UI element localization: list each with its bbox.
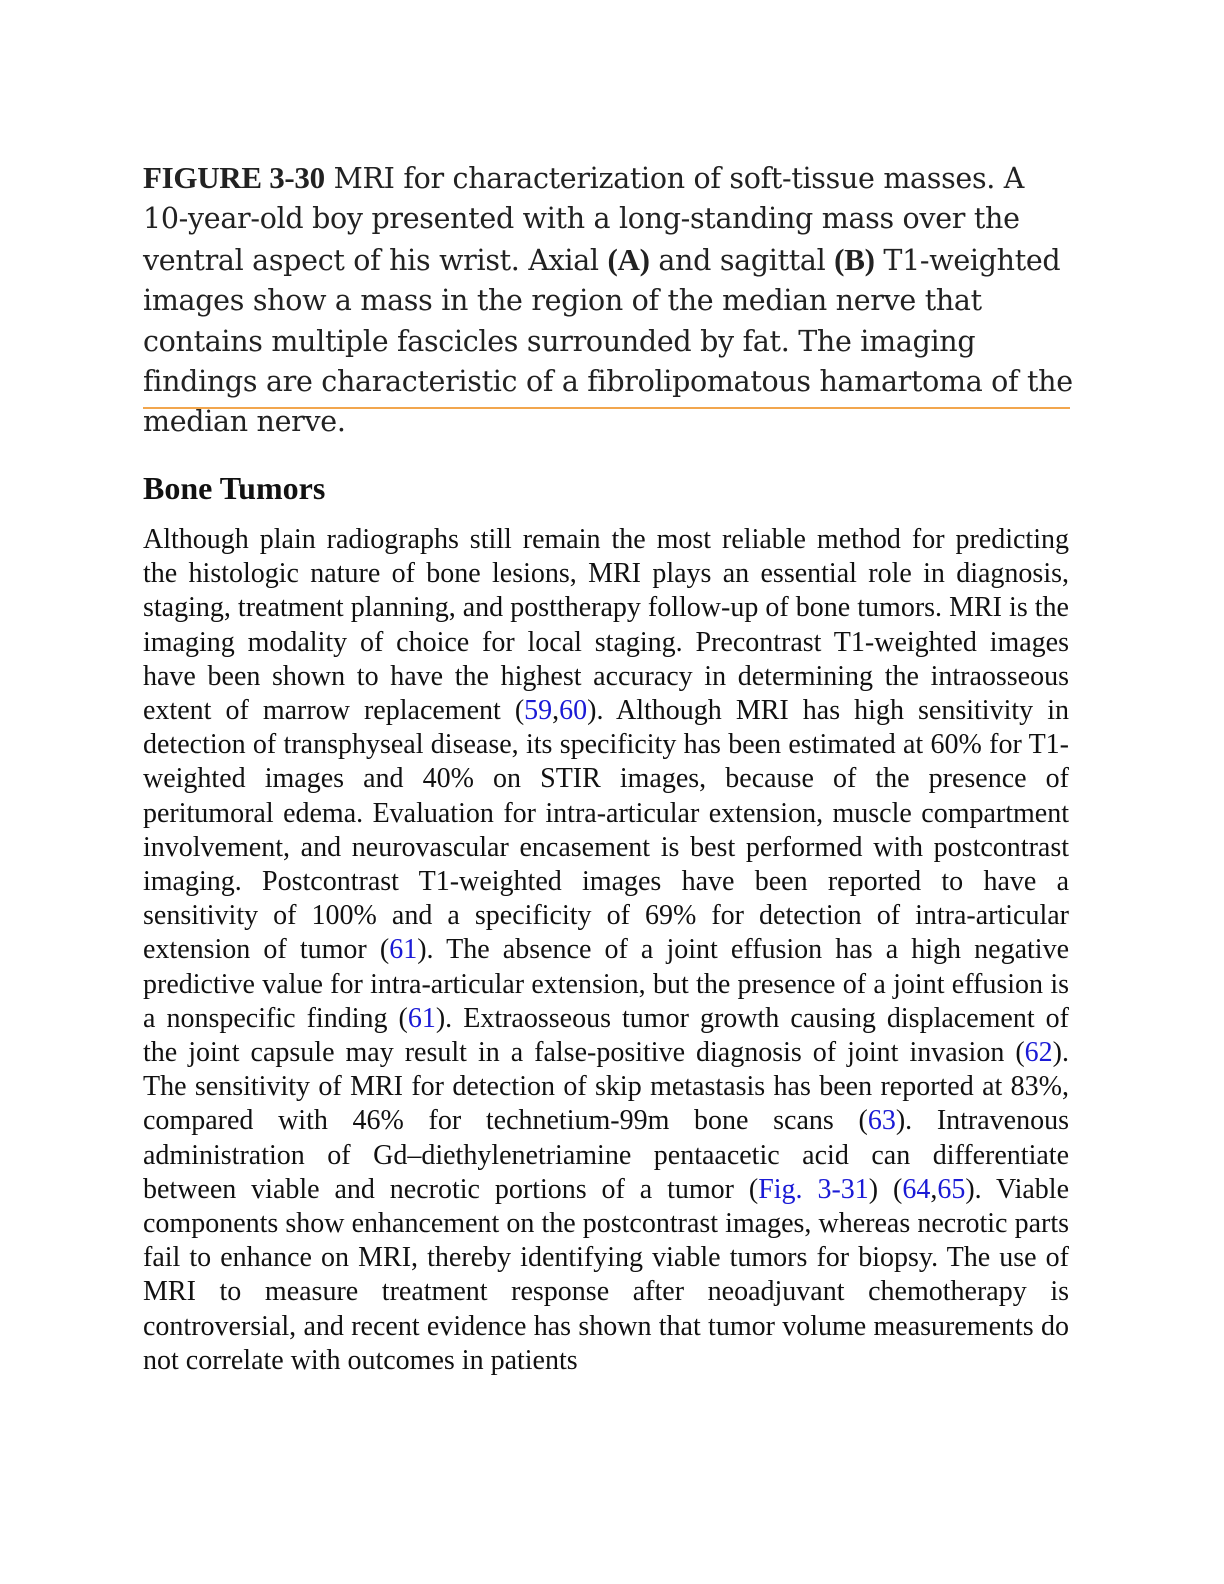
body-text-2: ). Although MRI has high sensitivity in detection of transphyseal disease, its specificity has been estimated at 60% for T1-weighted images and 40% on STIR images, because of the presence of peritumoral edema. Evaluation for intra-articular extension, muscle compartment involvement, and neurovascular encasement is best performed with postcontrast imaging. Postcontrast T1-weighted images have been reported to have a sensitivity of 100% and a specificity of 69% for detection of intra-articular extension of tumor ( bbox=[143, 695, 1069, 966]
caption-text-3: T1-weighted images show a mass in the region of the median nerve that contains multiple fascicles surrounded by fat. The imaging findings are characteristic of a fibrolipomatous hamartoma of the median nerve. bbox=[143, 243, 1073, 439]
ref-separator: , bbox=[930, 1173, 938, 1205]
body-text-7: ) ( bbox=[868, 1173, 903, 1205]
caption-text-1: MRI for characterization of soft-tissue masses. A 10-year-old boy presented with a long-standing mass over the ventral aspect of his wrist. Axial bbox=[143, 162, 1025, 277]
reference-link-64[interactable]: 64 bbox=[902, 1173, 931, 1205]
body-text-1: Although plain radiographs still remain the most reliable method for predicting the histologic nature of bone lesions, MRI plays an essential role in diagnosis, staging, treatment planning, and posttherapy follow-up of bone tumors. MRI is the imaging modality of choice for local staging. Precontrast T1-weighted images have been shown to have the highest accuracy in determining the intraosseous extent of marrow replacement ( bbox=[143, 524, 1069, 727]
figure-link-3-31[interactable]: Fig. 3-31 bbox=[758, 1173, 869, 1205]
body-text-8: ). Viable components show enhancement on the postcontrast images, whereas necrotic parts fail to enhance on MRI, thereby identifying viable tumors for biopsy. The use of MRI to measure treatment response after neoadjuvant chemotherapy is controversial, and recent evidence has shown that tumor volume measurements do not correlate with outcomes in patients bbox=[143, 1173, 1069, 1376]
figure-label: FIGURE 3-30 bbox=[143, 160, 325, 195]
ref-separator: , bbox=[552, 695, 560, 727]
figure-caption bbox=[143, 158, 1073, 443]
caption-label-b: (B) bbox=[834, 241, 875, 277]
body-text-4: ). Extraosseous tumor growth causing displacement of the joint capsule may result in a false-positive diagnosis of joint invasion ( bbox=[143, 1002, 1069, 1069]
reference-link-61[interactable]: 61 bbox=[407, 1002, 436, 1034]
body-text-6: ). Intravenous administration of Gd–diethylenetriamine pentaacetic acid can differentiate between viable and necrotic portions of a tumor ( bbox=[143, 1105, 1069, 1205]
caption-label-a: (A) bbox=[607, 241, 650, 277]
body-text-5: ). The sensitivity of MRI for detection of skip metastasis has been reported at 83%, compared with 46% for technetium-99m bone scans ( bbox=[143, 1037, 1069, 1137]
body-text-3: ). The absence of a joint effusion has a high negative predictive value for intra-articular extension, but the presence of a joint effusion is a nonspecific finding ( bbox=[143, 934, 1069, 1034]
body-paragraph bbox=[143, 523, 1069, 1378]
reference-link-65[interactable]: 65 bbox=[937, 1173, 966, 1205]
caption-divider bbox=[143, 407, 1070, 409]
reference-link-60[interactable]: 60 bbox=[559, 695, 588, 727]
caption-text-2: and sagittal bbox=[649, 243, 835, 277]
reference-link-59[interactable]: 59 bbox=[524, 695, 553, 727]
reference-link-62[interactable]: 62 bbox=[1024, 1037, 1053, 1069]
reference-link-63[interactable]: 63 bbox=[867, 1105, 896, 1137]
reference-link-61[interactable]: 61 bbox=[389, 934, 418, 966]
section-heading: Bone Tumors bbox=[143, 470, 326, 506]
